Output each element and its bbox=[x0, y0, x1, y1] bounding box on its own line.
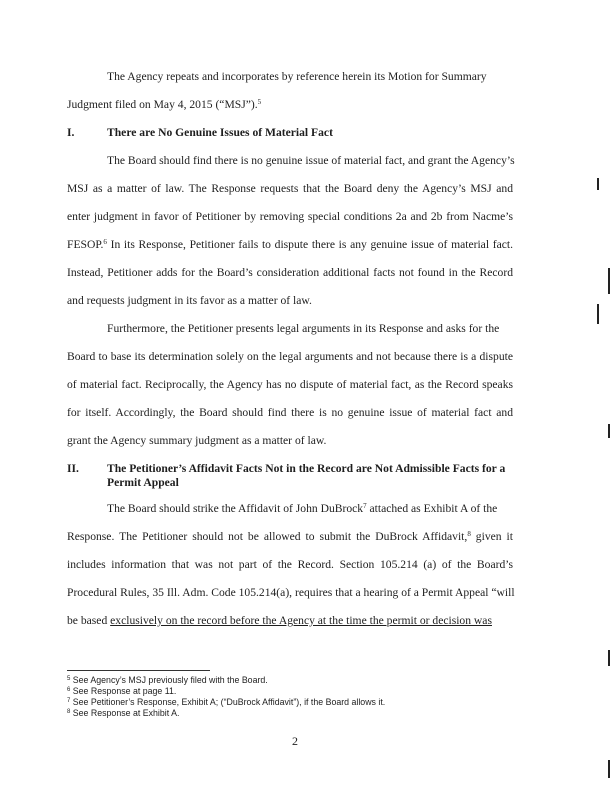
scan-mark bbox=[608, 268, 610, 294]
p2-line-4: for itself. Accordingly, the Board should find there is no genuine issue of material fact and bbox=[67, 406, 513, 419]
p2-line-1: Furthermore, the Petitioner presents legal arguments in its Response and asks for the bbox=[107, 322, 500, 335]
page-number: 2 bbox=[292, 734, 298, 748]
p3-line-2-pre: Response. The Petitioner should not be allowed to submit the DuBrock Affidavit, bbox=[67, 530, 468, 543]
p3-line-2 bbox=[67, 530, 513, 544]
footnote-5-text: See Agency’s MSJ previously filed with the Board. bbox=[72, 675, 268, 685]
p3-line-2-post: given it bbox=[470, 530, 513, 543]
footnote-6 bbox=[67, 686, 176, 697]
p3-line-5-a: be based bbox=[67, 614, 111, 627]
p1-line-4-post: In its Response, Petitioner fails to dispute there is any genuine issue of material fact. bbox=[106, 238, 513, 251]
footnote-separator bbox=[67, 670, 210, 671]
intro-line-1: The Agency repeats and incorporates by reference herein its Motion for Summary bbox=[107, 70, 487, 83]
p2-line-5: grant the Agency summary judgment as a matter of law. bbox=[67, 434, 327, 447]
scan-mark bbox=[597, 304, 599, 324]
footnote-6-num: 6 bbox=[67, 687, 71, 693]
section-2-title-line-1: The Petitioner’s Affidavit Facts Not in the Record are Not Admissible Facts for a bbox=[107, 462, 506, 475]
footnote-8-text: See Response at Exhibit A. bbox=[72, 708, 180, 718]
scan-mark bbox=[608, 424, 610, 438]
p3-line-3: includes information that was not part of the Record. Section 105.214 (a) of the Board’s bbox=[67, 558, 513, 571]
section-1-title: There are No Genuine Issues of Material Fact bbox=[107, 126, 333, 139]
footnote-ref-8: 8 bbox=[467, 530, 471, 538]
section-2-title-line-2: Permit Appeal bbox=[107, 476, 179, 489]
section-1-number: I. bbox=[67, 126, 75, 139]
intro-line-2-text: Judgment filed on May 4, 2015 (“MSJ”). bbox=[67, 98, 258, 111]
footnote-ref-7: 7 bbox=[363, 502, 367, 510]
scan-mark bbox=[597, 178, 599, 190]
p2-line-2: Board to base its determination solely on the legal arguments and not because there is a dispute bbox=[67, 350, 513, 363]
p1-line-2: MSJ as a matter of law. The Response requests that the Board deny the Agency’s MSJ and bbox=[67, 182, 513, 195]
p1-line-4-pre: FESOP. bbox=[67, 238, 104, 251]
p1-line-4 bbox=[67, 238, 513, 252]
footnote-5 bbox=[67, 675, 268, 686]
intro-line-2 bbox=[67, 98, 261, 112]
p1-line-1: The Board should find there is no genuine issue of material fact, and grant the Agency’s bbox=[107, 154, 515, 167]
footnote-7-num: 7 bbox=[67, 698, 71, 704]
p3-line-1 bbox=[107, 502, 497, 516]
p3-line-1-pre: The Board should strike the Affidavit of John DuBrock bbox=[107, 502, 364, 515]
p1-line-3: enter judgment in favor of Petitioner by removing special conditions 2a and 2b from Nacme’s bbox=[67, 210, 513, 223]
footnote-ref-6: 6 bbox=[103, 238, 107, 246]
footnote-7 bbox=[67, 697, 385, 708]
footnote-8 bbox=[67, 708, 179, 719]
p3-line-4: Procedural Rules, 35 Ill. Adm. Code 105.214(a), requires that a hearing of a Permit Appeal “will bbox=[67, 586, 515, 599]
footnote-5-num: 5 bbox=[67, 676, 71, 682]
p3-line-5-quote: exclusively on the record before the Agency at the time the permit or decision was bbox=[110, 614, 492, 627]
scan-mark bbox=[608, 760, 610, 778]
footnote-7-text: See Petitioner’s Response, Exhibit A; (“DuBrock Affidavit”), if the Board allows it. bbox=[72, 697, 386, 707]
p3-line-1-post: attached as Exhibit A of the bbox=[366, 502, 498, 515]
p3-line-5 bbox=[67, 614, 492, 628]
footnote-8-num: 8 bbox=[67, 709, 71, 715]
p1-line-6: and requests judgment in its favor as a matter of law. bbox=[67, 294, 312, 307]
footnote-ref-5: 5 bbox=[257, 98, 262, 106]
p1-line-5: Instead, Petitioner adds for the Board’s consideration additional facts not found in the Record bbox=[67, 266, 513, 279]
section-2-number: II. bbox=[67, 462, 79, 475]
p2-line-3: of material fact. Reciprocally, the Agency has no dispute of material fact, as the Record speaks bbox=[67, 378, 513, 391]
scan-mark bbox=[608, 650, 610, 666]
footnote-6-text: See Response at page 11. bbox=[72, 686, 177, 696]
